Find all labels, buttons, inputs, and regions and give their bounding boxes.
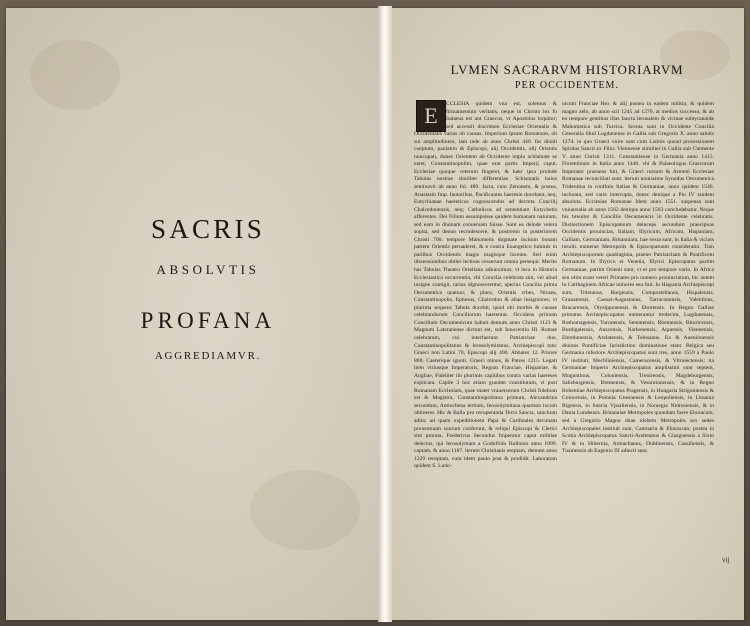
text-column-1 <box>414 101 557 557</box>
initial-letter: E <box>424 103 438 128</box>
initial-spacer <box>414 101 444 131</box>
right-subheading: PER OCCIDENTEM. <box>515 80 619 91</box>
folio-number: vij <box>722 556 730 564</box>
left-title-line-1: SACRIS <box>151 214 265 244</box>
right-heading: LVMEN SACRARVM HISTORIARVM <box>450 62 684 77</box>
left-title-line-3: PROFANA <box>140 308 276 333</box>
left-title-line-4: AGGREDIAMVR. <box>154 350 262 362</box>
column-2-text: uicum Franciae Rex & alij postea in eadem militia, & quidem magno zelo, ab anno scil 1245 ad 1270. at medios successu, & ab eo tempore gentibus illas fancta Ierusalem & vicinae subtyrannide Mahometica sub Turcica. Secuta sunt in Occidente Concilia Generalia illud Lugdunense in Gallia sub Gregorio X. anno salutis 1274. in quo Graeci vnire sunt cum Latinis quoad processionem Spiritus Sancti ex Filio; Viennense similiter in Gallia sub Clemente V. anno Christi 1311. Constantiense in Germania anno 1415. Florentinum in Italia anno 1440. vbi & Palaeologus Graecorum Imperator praesens fuit, & Graeci rursum & Armeni Ecclesiae Romanae reconciliati sunt: iterum nouissime Synodus Oecumenica Tridentina in confinio Italiae & Germaniae, anno quidem 1546. inchoata, sed varie interrupta, donec denique a Pio IV tandem absoluta. Ecclesiae Romanae Idem anno 1551. suspensa sunt vniuersalia ab anno 1562 denique anno 1563 concludebatur. Neque his breuiter & Conciliis Oecumenicis in Occidente celebratis. Distinctionem Episcopatuum deinceps secundum praecipuas Occidentis prouincias, Italiam, Illyricum, Africam, Hispaniam, Galliam, Germaniam, Britanniam, hae sexta sunt, in Italia & vicinis insulis numerae Metropolis & Episcopatuum consideratio. Tum Archiepiscoporum quadraginta, praeter Patriarcham & Pontificem Romanum. In Illyrico et Venetia, Illyrici Episcopatus partim Germaniae, partim Orienti sunt, vt et pro tempore vario. In Africa seu olim erant veteri Primates pro numero prouinciarum, hic autem in Carthaginem Africae minores seu fuit. In Hispania Archiepiscopi sunt, Toletanus, Burgensis, Compostellanus, Hispalensis, Granatensis, Caesar-Augustanus, Tarraconensis, Valentinus, Bracarensis, Olysipponensis & Eborensis. In Regno Galliae primatus Archiepiscopatus numerantur tredecim, Lugdunensis, Rothomagensis, Turonensis, Senonensis, Rhemensis, Bituricensis, Burdigalensis, Auscensis, Narbonensis, Aquensis, Viennensis, Ebredunensis, Arelatensis, & Tolosanus. Ex & Auenionensis diuinos Pontificiae Iurisdiction dominatione stant. Belgica seu Germania inferiore Archiepiscopatus sunt tres, anno 1559 a Paulo IV instituti, Mechliniensis, Cameracensis, & Vltraiectensis; ita Germaniae Imperio Archiepiscopatus amplissimi sunt septem, Moguntinus, Coloniensis, Treuirensis, Magdeburgensis, Salisburgensis, Bremensis, & Vesontionensis, & in Regno Bohemiae Archiepiscopatus Pragensis, in Hungaria Strigoniensis & Colocensis, in Polonia Gnesnensis & Leopoliensis, in Lituania Rigensis, in Suecia Vpsaliensis, in Noruegia Nidrosiensis, & in Dania Lundensis. Britanniae Metropoles quondam fuere Eboracum, sed a Gregorio Magno duae idebem Metropoles sex sedes Archiepiscopales instituit sunt, Cantuaria & Eboracum, postea in Scotia Archiepiscopatus Sancti-Andreanus & Glasguensis a Sixto IV & in Hibernia, Armachanus, Dublinensis, Cassiliensis, & Tuamensis ab Eugenio III adiecti sunt. <box>562 101 714 455</box>
column-1-text: CCLESIA quidem vna est, solemus & firmamentum veritatis, neque in Christo lex fu Iudaeus est aut Graecus, vt Apostolus loquitur; sed accessit discrimen Ecclesiae Orientalis & Occidentalis varias ob causas. Imperium ipsum Romanum, ob sui amplitudinem, iam inde ab anno Christi 440. fut diuidi coeptum, paulatim & Episcopi, alij Occidentis, alij Orientis nuncupati, donec Orientem ab Occidente impio schismate se earet, Constantinopolim, quae erat partis Imperij caput, Ecclesiae quoque veterum fingeret, & haec ipsa proinde Tabulas nostrae similitet differentiae. Schismatis huius seminavit ab anno fol. 480. facta, cum Zenonem, & postea, Anastasio Imp. fautoribus, Pacificantes haeresin docebant, neq; Eutychianae haereticos cognoscendos ad decreta Concilij Chalcedonensis, neq; Catholicos ad sententiam Eutychetis afferentes. Dei Filium assumpsisse quidem humanam naturam, sed eam in diuinam conuersam fuisse. Sunt ea deinde vetera sopita, sed denuo recrudescere, & postremo in posteriorem Christi 700. tempore Mahometis dogmate incitum bonam partem Orientis peruaderet, & e contra Euangelico luminis in partibus Occidentis magis magisque lucente. Sed enim dissensionibus obiter lectioni cesserunt omnia persequi. Merito has Tabulas Theatro Orteliano adiunximus, vt luca in Historia Ecclesiastica occurrentia, vbi Concilia celebrata sint, vel aliud insigne contigit, rarius dignoscerentur, aperius Concilia prima Oecumenica quatuor, & plura, Orientis vrbes, Nicaea, Constantinopolis, Ephesus, Chalcedon & aliae insigniores; vt plurima sequens Tabula docebit, quod ubi morbis & causae celebrandorum Conciliorum haerentur. Occidens primum Concilium Oecumenicum habuit demum anno Christi 1123 & Magnum Lateranense dictum est, sub Innocentio III. Romae celebratum, cui interfuerunt Patriarchae duo, Constantinopolitanus & Ierosolymitanus, Archiepiscopi tunc Graeci non Latini 70, Episcopi alij 400. Abbates 12. Priores 800. Caeterique ignoti. Graeci minus, & Patres 1215. Legati item vtriusque Imperatoris, Regum Franciae, Hispaniae, & Angliae, Fideliter ibi plurimis capitibus contra varias haereses explicata. Capite 3 hoc etiam grauiter constitutum, vt post Romanam Ecclesiam, quae mater vniuersorum Christi fidelium est & Magistra, Constantinopolitana primum, Alexandrina secundum, Antiochena tertium, Ierosolymitana quartum locum obtineret. Hic & Balla pro recuperanda Terra Sancta, sancitum adita; ad quam expeditionem Papa & Cardinales decimam prouentuum suorum conferunt, & reliqui Episcopi & Clerici sint prorata. Fredericus Secundus Imperator caput militiae delectus, qui Ierosolymam a Godofrido Bullonio anno 1099. captam, & anno 1187. iterum Christianis ereptam, demum anno 1229 receptam, cum idem paulo post & prodidit. Laboratum quidem S. Ludo- <box>414 101 557 470</box>
text-column-2 <box>562 101 714 547</box>
left-title-line-2: ABSOLVTIS <box>156 262 260 277</box>
